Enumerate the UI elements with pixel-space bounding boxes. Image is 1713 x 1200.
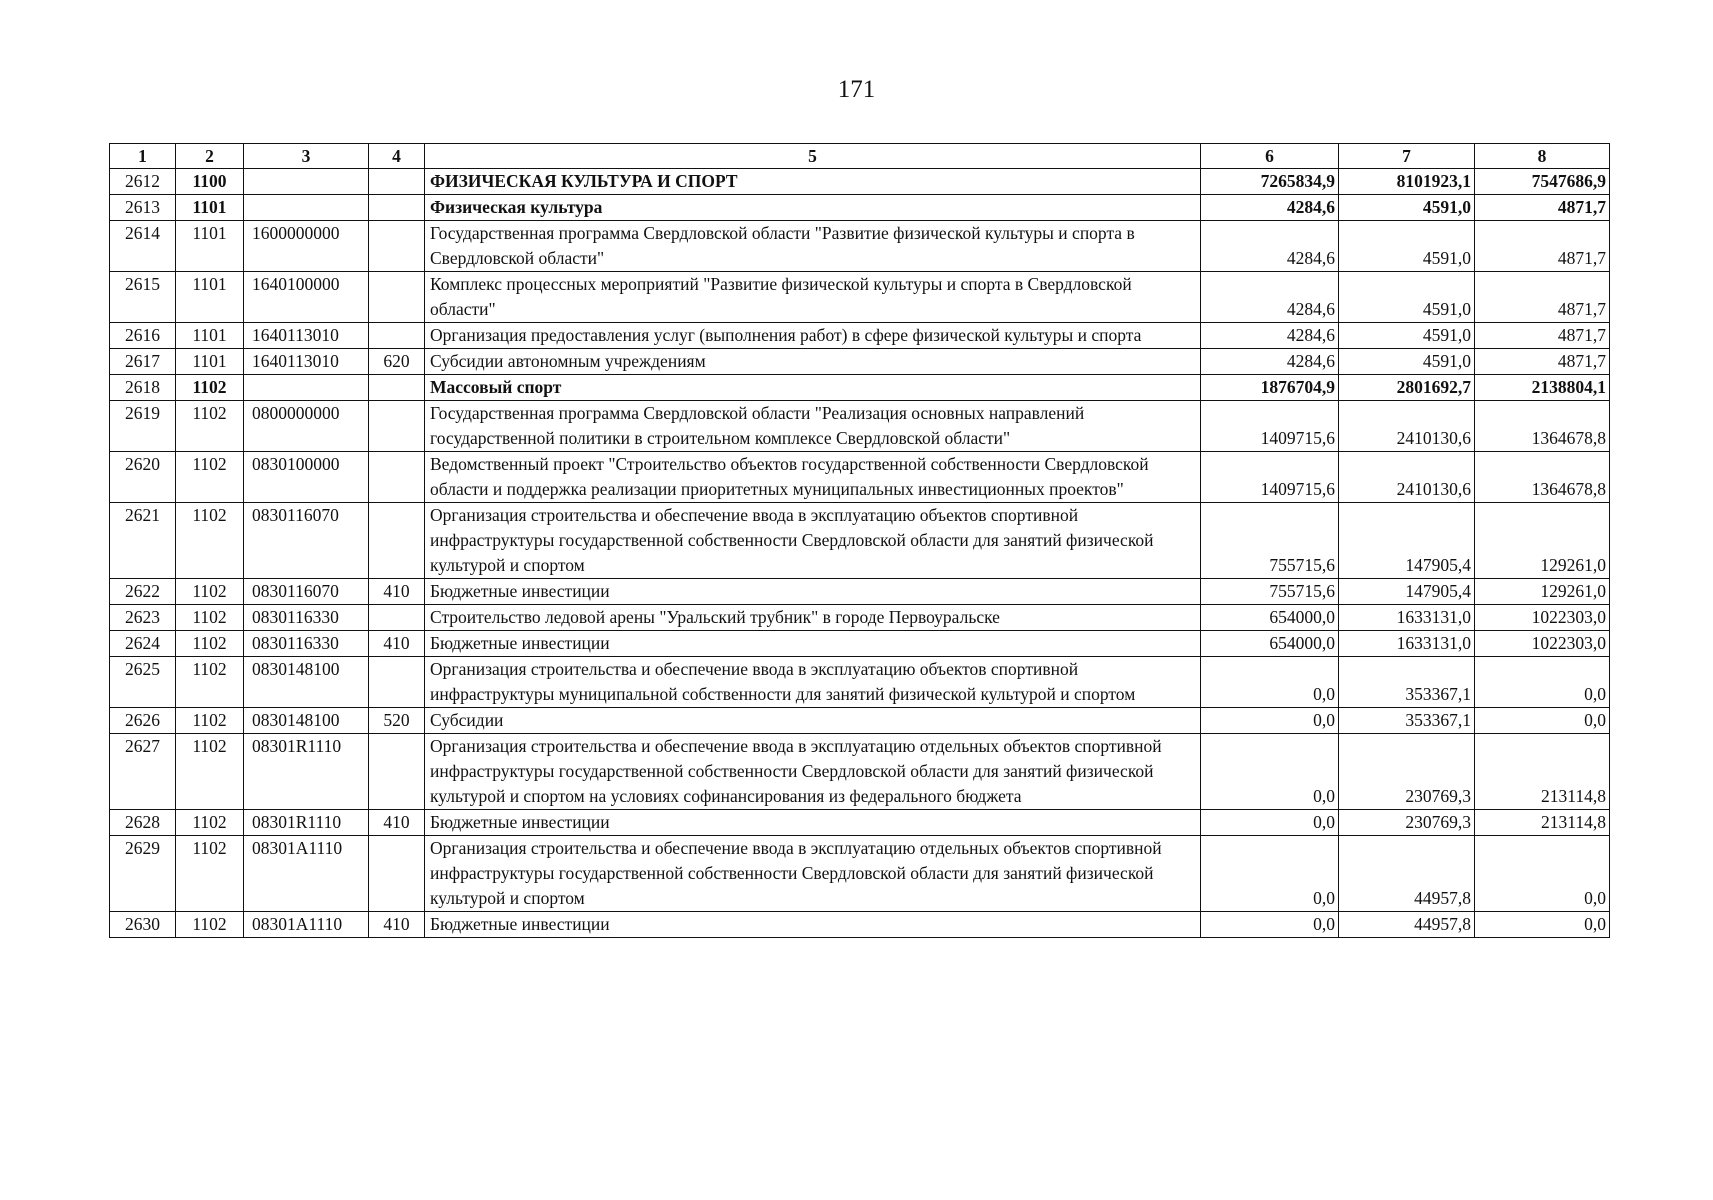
section-code-cell: 1102 [176, 631, 244, 657]
amount-col8-cell: 129261,0 [1475, 579, 1610, 605]
amount-col7-cell: 44957,8 [1339, 836, 1475, 912]
table-row [110, 323, 1610, 349]
amount-col8-cell: 213114,8 [1475, 810, 1610, 836]
item-name-cell: Организация строительства и обеспечение ввода в эксплуатацию объектов спортивной инфраструктуры государственной собственности Свердловской области для занятий физической культурой и спортом [425, 503, 1201, 579]
amount-col6-cell: 755715,6 [1201, 579, 1339, 605]
amount-col6-cell: 0,0 [1201, 708, 1339, 734]
amount-col7-cell: 230769,3 [1339, 810, 1475, 836]
section-code-cell: 1102 [176, 912, 244, 938]
expense-type-cell [369, 452, 425, 503]
table-row [110, 375, 1610, 401]
amount-col7-cell: 4591,0 [1339, 272, 1475, 323]
row-number-cell: 2615 [110, 272, 176, 323]
target-code-cell: 08301R1110 [244, 810, 369, 836]
target-code-cell: 0830148100 [244, 708, 369, 734]
header-col-1: 1 [110, 144, 176, 169]
target-code-cell: 08301A1110 [244, 836, 369, 912]
expense-type-cell: 620 [369, 349, 425, 375]
amount-col6-cell: 755715,6 [1201, 503, 1339, 579]
header-col-3: 3 [244, 144, 369, 169]
expense-type-cell [369, 221, 425, 272]
expense-type-cell: 410 [369, 579, 425, 605]
expense-type-cell: 410 [369, 912, 425, 938]
amount-col6-cell: 4284,6 [1201, 195, 1339, 221]
section-code-cell: 1101 [176, 323, 244, 349]
expense-type-cell: 520 [369, 708, 425, 734]
amount-col8-cell: 0,0 [1475, 708, 1610, 734]
amount-col8-cell: 213114,8 [1475, 734, 1610, 810]
page-number: 171 [837, 76, 876, 103]
amount-col7-cell: 2801692,7 [1339, 375, 1475, 401]
item-name-cell: Субсидии автономным учреждениям [425, 349, 1201, 375]
amount-col6-cell: 0,0 [1201, 657, 1339, 708]
row-number-cell: 2630 [110, 912, 176, 938]
expense-type-cell [369, 323, 425, 349]
amount-col7-cell: 353367,1 [1339, 657, 1475, 708]
amount-col6-cell: 4284,6 [1201, 221, 1339, 272]
section-code-cell: 1101 [176, 349, 244, 375]
item-name-cell: Комплекс процессных мероприятий "Развитие физической культуры и спорта в Свердловской области" [425, 272, 1201, 323]
expense-type-cell [369, 401, 425, 452]
expense-type-cell [369, 836, 425, 912]
amount-col8-cell: 0,0 [1475, 912, 1610, 938]
row-number-cell: 2612 [110, 169, 176, 195]
item-name-cell: Бюджетные инвестиции [425, 912, 1201, 938]
item-name-cell: Организация предоставления услуг (выполнения работ) в сфере физической культуры и спорта [425, 323, 1201, 349]
target-code-cell [244, 195, 369, 221]
row-number-cell: 2622 [110, 579, 176, 605]
amount-col6-cell: 1876704,9 [1201, 375, 1339, 401]
amount-col8-cell: 129261,0 [1475, 503, 1610, 579]
row-number-cell: 2621 [110, 503, 176, 579]
section-code-cell: 1102 [176, 375, 244, 401]
amount-col6-cell: 0,0 [1201, 734, 1339, 810]
table-row [110, 579, 1610, 605]
item-name-cell: Физическая культура [425, 195, 1201, 221]
table-row [110, 657, 1610, 708]
item-name-cell: Субсидии [425, 708, 1201, 734]
amount-col8-cell: 4871,7 [1475, 221, 1610, 272]
amount-col7-cell: 2410130,6 [1339, 401, 1475, 452]
expense-type-cell [369, 272, 425, 323]
row-number-cell: 2628 [110, 810, 176, 836]
table-row [110, 708, 1610, 734]
item-name-cell: Массовый спорт [425, 375, 1201, 401]
amount-col6-cell: 4284,6 [1201, 323, 1339, 349]
target-code-cell: 0830148100 [244, 657, 369, 708]
amount-col8-cell: 4871,7 [1475, 349, 1610, 375]
amount-col6-cell: 0,0 [1201, 912, 1339, 938]
expense-type-cell [369, 657, 425, 708]
amount-col7-cell: 2410130,6 [1339, 452, 1475, 503]
header-col-7: 7 [1339, 144, 1475, 169]
amount-col8-cell: 1022303,0 [1475, 631, 1610, 657]
target-code-cell: 0830116070 [244, 503, 369, 579]
amount-col6-cell: 654000,0 [1201, 631, 1339, 657]
item-name-cell: Организация строительства и обеспечение ввода в эксплуатацию объектов спортивной инфраструктуры муниципальной собственности для занятий физической культурой и спортом [425, 657, 1201, 708]
row-number-cell: 2624 [110, 631, 176, 657]
expense-type-cell: 410 [369, 810, 425, 836]
section-code-cell: 1102 [176, 810, 244, 836]
table-row [110, 195, 1610, 221]
target-code-cell [244, 169, 369, 195]
amount-col8-cell: 1364678,8 [1475, 401, 1610, 452]
table-header-row [110, 144, 1610, 169]
amount-col7-cell: 1633131,0 [1339, 631, 1475, 657]
table-row [110, 734, 1610, 810]
amount-col6-cell: 4284,6 [1201, 349, 1339, 375]
target-code-cell [244, 375, 369, 401]
amount-col6-cell: 4284,6 [1201, 272, 1339, 323]
amount-col8-cell: 4871,7 [1475, 323, 1610, 349]
item-name-cell: Организация строительства и обеспечение ввода в эксплуатацию отдельных объектов спортивной инфраструктуры государственной собственности Свердловской области для занятий физической культурой и спортом [425, 836, 1201, 912]
amount-col7-cell: 4591,0 [1339, 221, 1475, 272]
item-name-cell: Ведомственный проект "Строительство объектов государственной собственности Свердловской области и поддержка реализации приоритетных муниципальных инвестиционных проектов" [425, 452, 1201, 503]
row-number-cell: 2627 [110, 734, 176, 810]
row-number-cell: 2629 [110, 836, 176, 912]
table-row [110, 631, 1610, 657]
target-code-cell: 0830116070 [244, 579, 369, 605]
amount-col7-cell: 147905,4 [1339, 579, 1475, 605]
target-code-cell: 0800000000 [244, 401, 369, 452]
section-code-cell: 1101 [176, 195, 244, 221]
row-number-cell: 2614 [110, 221, 176, 272]
amount-col7-cell: 44957,8 [1339, 912, 1475, 938]
expense-type-cell [369, 195, 425, 221]
amount-col7-cell: 4591,0 [1339, 195, 1475, 221]
row-number-cell: 2619 [110, 401, 176, 452]
target-code-cell: 08301A1110 [244, 912, 369, 938]
amount-col6-cell: 0,0 [1201, 836, 1339, 912]
header-col-5: 5 [425, 144, 1201, 169]
row-number-cell: 2613 [110, 195, 176, 221]
amount-col8-cell: 2138804,1 [1475, 375, 1610, 401]
budget-table [109, 143, 1610, 938]
section-code-cell: 1102 [176, 401, 244, 452]
amount-col8-cell: 0,0 [1475, 657, 1610, 708]
amount-col6-cell: 1409715,6 [1201, 401, 1339, 452]
amount-col7-cell: 4591,0 [1339, 323, 1475, 349]
target-code-cell: 0830100000 [244, 452, 369, 503]
section-code-cell: 1102 [176, 579, 244, 605]
item-name-cell: Государственная программа Свердловской области "Реализация основных направлений государственной политики в строительном комплексе Свердловской области" [425, 401, 1201, 452]
amount-col6-cell: 7265834,9 [1201, 169, 1339, 195]
table-row [110, 503, 1610, 579]
table-row [110, 810, 1610, 836]
section-code-cell: 1102 [176, 657, 244, 708]
amount-col7-cell: 1633131,0 [1339, 605, 1475, 631]
section-code-cell: 1102 [176, 605, 244, 631]
row-number-cell: 2623 [110, 605, 176, 631]
table-row [110, 836, 1610, 912]
expense-type-cell [369, 375, 425, 401]
table-row [110, 605, 1610, 631]
header-col-8: 8 [1475, 144, 1610, 169]
target-code-cell: 1640100000 [244, 272, 369, 323]
amount-col8-cell: 4871,7 [1475, 272, 1610, 323]
amount-col8-cell: 1022303,0 [1475, 605, 1610, 631]
header-col-2: 2 [176, 144, 244, 169]
table-row [110, 912, 1610, 938]
amount-col7-cell: 353367,1 [1339, 708, 1475, 734]
item-name-cell: Организация строительства и обеспечение ввода в эксплуатацию отдельных объектов спортивной инфраструктуры государственной собственности Свердловской области для занятий физической культурой и спортом на условиях софинансирования из федерального бюджета [425, 734, 1201, 810]
amount-col6-cell: 1409715,6 [1201, 452, 1339, 503]
section-code-cell: 1102 [176, 734, 244, 810]
item-name-cell: Бюджетные инвестиции [425, 810, 1201, 836]
table-row [110, 221, 1610, 272]
amount-col6-cell: 654000,0 [1201, 605, 1339, 631]
table-row [110, 272, 1610, 323]
amount-col7-cell: 147905,4 [1339, 503, 1475, 579]
target-code-cell: 0830116330 [244, 631, 369, 657]
item-name-cell: Бюджетные инвестиции [425, 631, 1201, 657]
section-code-cell: 1100 [176, 169, 244, 195]
table-body [110, 169, 1610, 938]
section-code-cell: 1102 [176, 708, 244, 734]
table-row [110, 401, 1610, 452]
amount-col8-cell: 1364678,8 [1475, 452, 1610, 503]
expense-type-cell [369, 503, 425, 579]
table-row [110, 169, 1610, 195]
item-name-cell: Строительство ледовой арены "Уральский трубник" в городе Первоуральске [425, 605, 1201, 631]
row-number-cell: 2618 [110, 375, 176, 401]
row-number-cell: 2625 [110, 657, 176, 708]
expense-type-cell [369, 734, 425, 810]
amount-col7-cell: 8101923,1 [1339, 169, 1475, 195]
row-number-cell: 2617 [110, 349, 176, 375]
header-col-6: 6 [1201, 144, 1339, 169]
target-code-cell: 08301R1110 [244, 734, 369, 810]
amount-col7-cell: 230769,3 [1339, 734, 1475, 810]
row-number-cell: 2626 [110, 708, 176, 734]
target-code-cell: 0830116330 [244, 605, 369, 631]
section-code-cell: 1101 [176, 272, 244, 323]
item-name-cell: ФИЗИЧЕСКАЯ КУЛЬТУРА И СПОРТ [425, 169, 1201, 195]
expense-type-cell [369, 605, 425, 631]
expense-type-cell [369, 169, 425, 195]
row-number-cell: 2616 [110, 323, 176, 349]
amount-col6-cell: 0,0 [1201, 810, 1339, 836]
amount-col8-cell: 0,0 [1475, 836, 1610, 912]
table-row [110, 452, 1610, 503]
row-number-cell: 2620 [110, 452, 176, 503]
section-code-cell: 1102 [176, 452, 244, 503]
target-code-cell: 1640113010 [244, 323, 369, 349]
expense-type-cell: 410 [369, 631, 425, 657]
section-code-cell: 1102 [176, 503, 244, 579]
section-code-cell: 1101 [176, 221, 244, 272]
amount-col8-cell: 4871,7 [1475, 195, 1610, 221]
target-code-cell: 1600000000 [244, 221, 369, 272]
table-row [110, 349, 1610, 375]
section-code-cell: 1102 [176, 836, 244, 912]
target-code-cell: 1640113010 [244, 349, 369, 375]
header-col-4: 4 [369, 144, 425, 169]
amount-col7-cell: 4591,0 [1339, 349, 1475, 375]
amount-col8-cell: 7547686,9 [1475, 169, 1610, 195]
item-name-cell: Государственная программа Свердловской области "Развитие физической культуры и спорта в Свердловской области" [425, 221, 1201, 272]
item-name-cell: Бюджетные инвестиции [425, 579, 1201, 605]
